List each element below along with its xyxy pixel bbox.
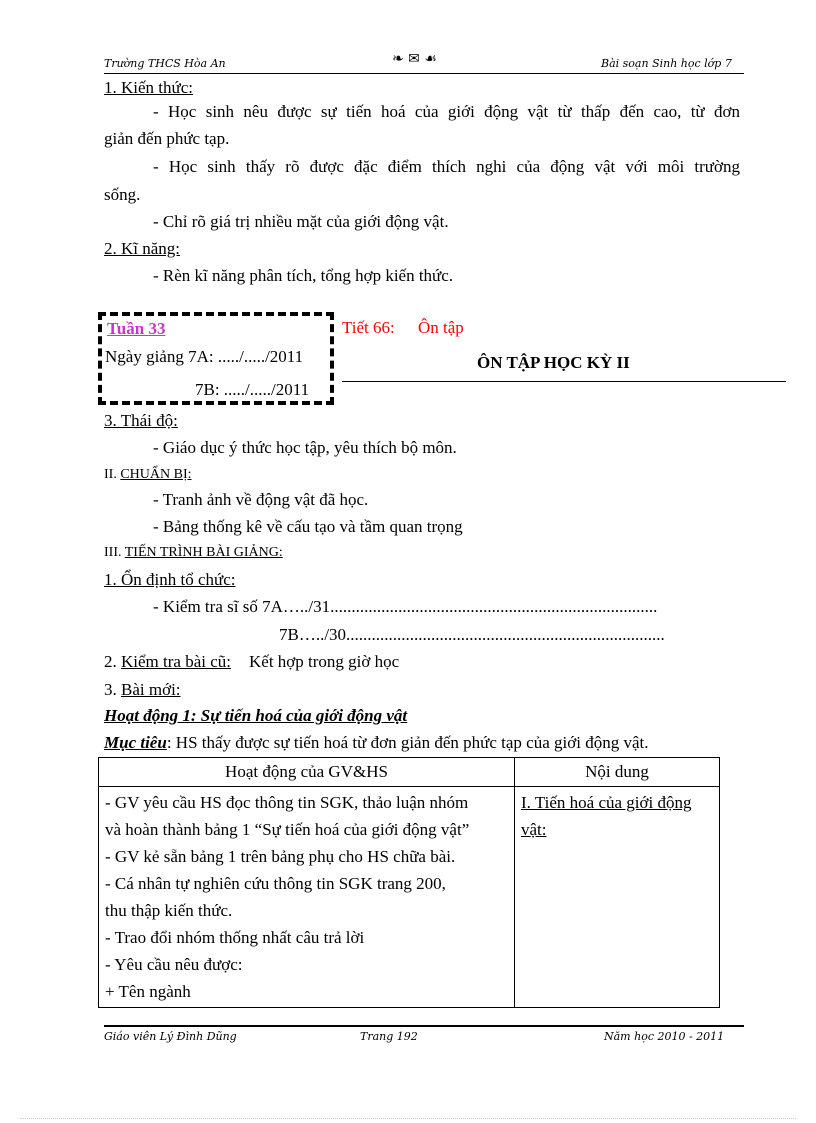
check-value: Kết hợp trong giờ học <box>249 652 400 671</box>
prep-line2: - Bảng thống kê về cấu tạo và tầm quan trọng <box>153 517 463 536</box>
content-line-1: I. Tiến hoá của giới động <box>521 793 692 812</box>
knowledge-line2b: sống. <box>104 185 141 204</box>
table-header-row <box>99 758 720 787</box>
check-section <box>104 652 399 672</box>
org-line2: 7B…../30........................................................................... <box>279 625 665 644</box>
date-7a: Ngày giảng 7A: ...../...../2011 <box>105 347 304 366</box>
footer-rule <box>104 1025 744 1027</box>
new-heading: Bài mới: <box>121 680 181 699</box>
header-school: Trường THCS Hòa An <box>104 57 226 70</box>
knowledge-line2: - Học sinh thấy rõ được đặc điểm thích nghi của động vật với môi trường <box>153 157 740 176</box>
prep-heading: CHUẨN BỊ: <box>120 467 192 482</box>
goal-text: : HS thấy được sự tiến hoá từ đơn giản đến phức tạp của giới động vật. <box>166 733 649 752</box>
process-heading: TIẾN TRÌNH BÀI GIẢNG: <box>124 545 283 560</box>
activity-line-6: - Trao đổi nhóm thống nhất câu trả lời <box>105 928 365 947</box>
attitude-line1: - Giáo dục ý thức học tập, yêu thích bộ môn. <box>153 438 457 457</box>
activity-line-5: thu thập kiến thức. <box>105 901 233 920</box>
process-section <box>104 545 283 561</box>
attitude-heading: 3. Thái độ: <box>104 411 178 430</box>
page-edge-dotted <box>20 1118 796 1119</box>
activity-line-3: - GV kẻ sẵn bảng 1 trên bảng phụ cho HS chữa bài. <box>105 847 456 866</box>
period-label: Tiết 66: <box>342 318 395 337</box>
goal-label: Mục tiêu <box>104 733 167 752</box>
lesson-title: ÔN TẬP HỌC KỲ II <box>477 353 630 372</box>
knowledge-line1: - Học sinh nêu được sự tiến hoá của giới động vật từ thấp đến cao, từ đơn <box>153 102 740 121</box>
knowledge-line3: - Chỉ rõ giá trị nhiều mặt của giới động vật. <box>153 212 449 231</box>
process-num: III. <box>104 545 125 560</box>
header-doc-title: Bài soạn Sinh học lớp 7 <box>601 57 732 70</box>
activity-line-1: - GV yêu cầu HS đọc thông tin SGK, thảo luận nhóm <box>105 793 469 812</box>
activity-line-8: + Tên ngành <box>105 982 191 1001</box>
activity-line-7: - Yêu cầu nêu được: <box>105 955 243 974</box>
footer-school-year: Năm học 2010 - 2011 <box>604 1030 725 1043</box>
check-heading: Kiểm tra bài cũ: <box>121 652 231 671</box>
date-7b: 7B: ...../...../2011 <box>195 380 310 399</box>
prep-line1: - Tranh ảnh về động vật đã học. <box>153 490 369 509</box>
week-label: Tuần 33 <box>107 319 166 338</box>
period-topic: Ôn tập <box>418 318 464 337</box>
org-line1: - Kiểm tra sĩ số 7A…../31............................................................................. <box>153 597 658 616</box>
prep-section <box>104 467 192 483</box>
footer-teacher: Giáo viên Lý Đình Dũng <box>104 1030 237 1043</box>
knowledge-line1b: giản đến phức tạp. <box>104 129 230 148</box>
prep-num: II. <box>104 467 121 482</box>
header-ornament-icon: ❧ ✉ ☙ <box>392 51 437 67</box>
table-header-col2: Nội dung <box>515 758 720 787</box>
lesson-title-rule <box>342 381 786 382</box>
header-rule <box>104 73 744 74</box>
activity-line-4: - Cá nhân tự nghiên cứu thông tin SGK trang 200, <box>105 874 446 893</box>
footer-page: Trang 192 <box>360 1030 418 1043</box>
table-row <box>99 787 720 1008</box>
table-cell-content <box>515 787 720 1008</box>
org-heading: 1. Ổn định tổ chức: <box>104 570 236 589</box>
check-num: 2. <box>104 652 121 671</box>
activity-table <box>98 757 720 1008</box>
new-num: 3. <box>104 680 121 699</box>
content-line-2: vật: <box>521 820 547 839</box>
skills-line1: - Rèn kĩ năng phân tích, tổng hợp kiến thức. <box>153 266 454 285</box>
activity-title: Hoạt động 1: Sự tiến hoá của giới động vật <box>104 706 408 725</box>
activity-line-2: và hoàn thành bảng 1 “Sự tiến hoá của giới động vật” <box>105 820 470 839</box>
knowledge-heading: 1. Kiến thức: <box>104 78 194 97</box>
table-header-col1: Hoạt động của GV&HS <box>99 758 515 787</box>
table-cell-activities <box>99 787 515 1008</box>
goal-line <box>104 733 648 753</box>
new-lesson-section <box>104 680 181 700</box>
skills-heading: 2. Kĩ năng: <box>104 239 181 258</box>
